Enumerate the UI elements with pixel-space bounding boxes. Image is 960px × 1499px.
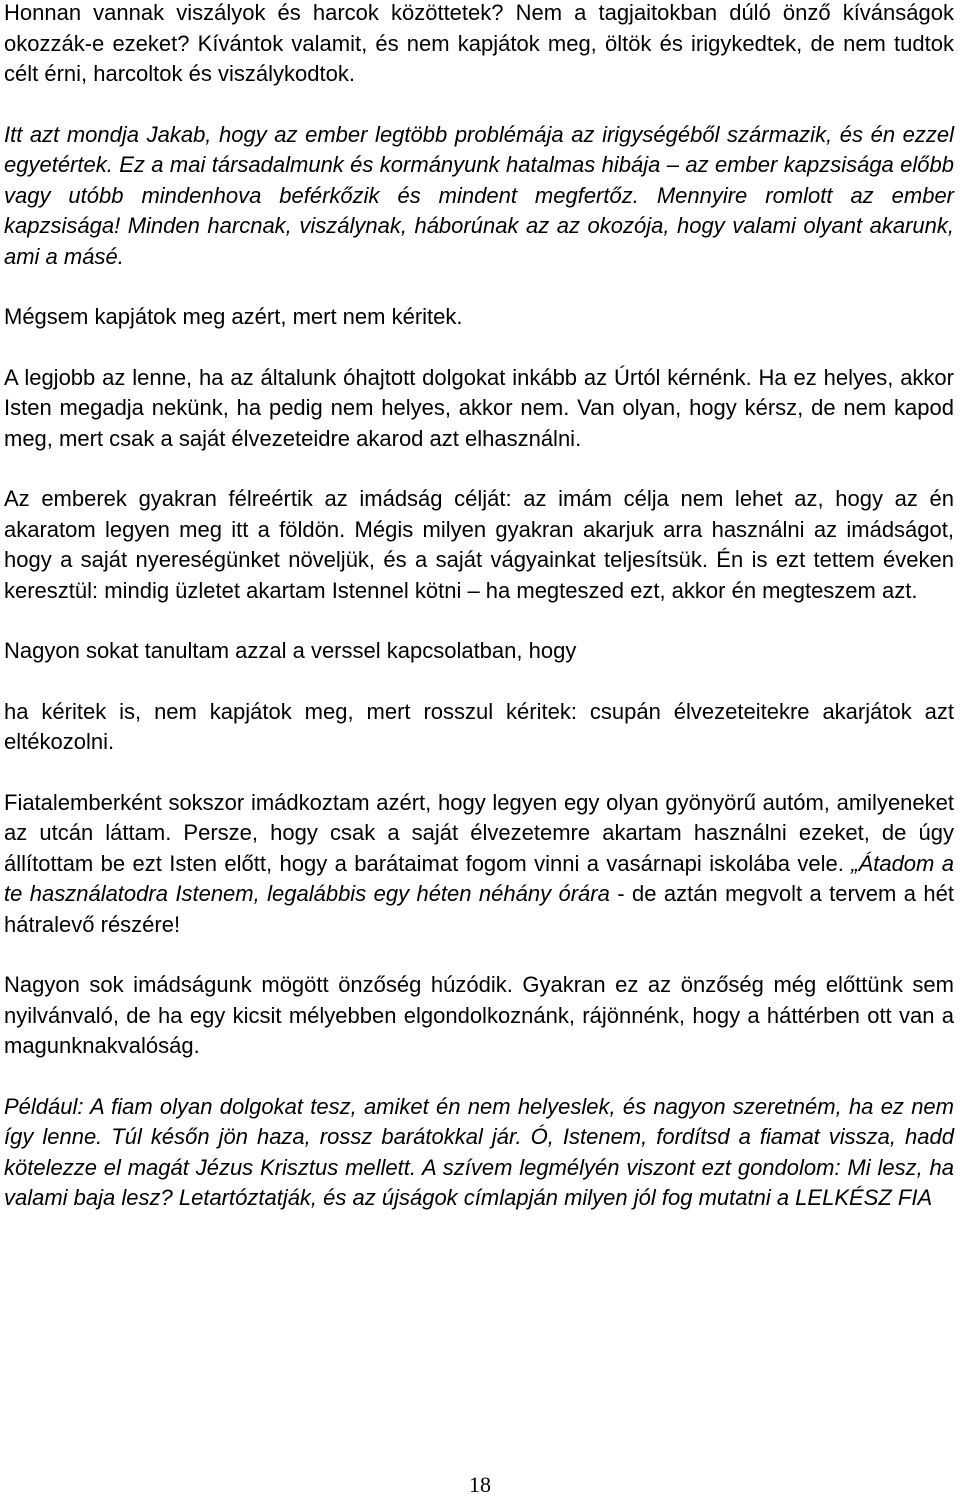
paragraph-1 bbox=[4, 0, 954, 90]
paragraph-8 bbox=[4, 788, 954, 941]
paragraph-text: Nagyon sokat tanultam azzal a verssel kapcsolatban, hogy bbox=[4, 638, 577, 663]
paragraph-text: „Átadom a te használatodra Istenem, legalábbis egy héten néhány órára bbox=[4, 850, 955, 906]
paragraph-text: Például: A fiam olyan dolgokat tesz, amiket én nem helyeslek, és nagyon szeretném, ha ez nem így lenne. Túl későn jön haza, rossz barátokkal jár. bbox=[4, 1093, 954, 1149]
paragraph-9 bbox=[4, 970, 954, 1062]
paragraph-text: Az emberek gyakran félreértik az imádság célját: az imám célja nem lehet az, hogy az én akaratom legyen meg itt a földön. Mégis milyen gyakran akarjuk arra használni az imádságot, hogy a saját nyereségünket növeljük, és a saját vágyainkat teljesítsük. Én is ezt tettem éveken keresztül: mindig üzletet akartam Istennel kötni – ha megteszed ezt, akkor én megteszem azt. bbox=[4, 486, 954, 603]
paragraph-text: A legjobb az lenne, ha az általunk óhajtott dolgokat inkább az Úrtól kérnénk. Ha ez helyes, akkor Isten megadja nekünk, ha pedig nem helyes, akkor nem. Van olyan, hogy kérsz, de nem kapod meg, mert csak a saját élvezeteidre akarod azt elhasználni. bbox=[4, 364, 954, 451]
paragraph-3 bbox=[4, 302, 954, 333]
paragraph-5 bbox=[4, 484, 954, 606]
document-page bbox=[4, 0, 954, 1244]
paragraph-text: Ó, Istenem, fordítsd a fiamat vissza, hadd kötelezze el magát Jézus Krisztus mellett. bbox=[4, 1124, 954, 1180]
paragraph-4 bbox=[4, 363, 954, 455]
paragraph-text: Honnan vannak viszályok és harcok közöttetek? Nem a tagjaitokban dúló önző kívánságok okozzák-e ezeket? Kívántok valamit, és nem kapjátok meg, öltök és irigykedtek, de nem tudtok célt érni, harcoltok és viszálykodtok. bbox=[4, 0, 954, 86]
page-number: 18 bbox=[469, 1472, 491, 1497]
paragraph-2 bbox=[4, 120, 954, 273]
paragraph-10 bbox=[4, 1092, 954, 1214]
paragraph-7 bbox=[4, 697, 954, 758]
paragraph-text: Itt azt mondja Jakab, hogy az ember legtöbb problémája az irigységéből származik, és én ezzel egyetértek. bbox=[4, 121, 954, 177]
paragraph-text: A szívem legmélyén viszont ezt gondolom: Mi lesz, ha valami baja lesz? Letartóztatják, és az újságok címlapján milyen jól fog mutatni a LELKÉSZ FIA bbox=[4, 1154, 955, 1210]
paragraph-text: Fiatalemberként sokszor imádkoztam azért, hogy legyen egy olyan gyönyörű autóm, amilyeneket az utcán láttam. Persze, hogy csak a saját élvezetemre akartam használni ezeket, de úgy állítottam be ezt Isten előtt, hogy a barátaimat fogom vinni a vasárnapi iskolába vele. bbox=[4, 789, 954, 876]
paragraph-6 bbox=[4, 636, 954, 667]
paragraph-text: Nagyon sok imádságunk mögött önzőség húzódik. Gyakran ez az önzőség még előttünk sem nyilvánvaló, de ha egy kicsit mélyebben elgondolkoznánk, rájönnénk, hogy a háttérben ott van a magunknakvalóság. bbox=[4, 972, 954, 1058]
paragraph-text: Ez a mai társadalmunk és kormányunk hatalmas hibája – az ember kapzsisága előbb vagy utóbb mindenhova beférkőzik és mindent megfertőz. bbox=[4, 152, 955, 208]
paragraph-text: ha kéritek is, nem kapjátok meg, mert rosszul kéritek: csupán élvezeteitekre akarjátok azt eltékozolni. bbox=[4, 698, 954, 754]
paragraph-text: Mégsem kapjátok meg azért, mert nem kéritek. bbox=[4, 304, 463, 329]
paragraph-text: Mennyire romlott az ember kapzsisága! Minden harcnak, viszálynak, háborúnak az az okozója, hogy valami olyant akarunk, ami a másé. bbox=[4, 182, 955, 269]
paragraph-text: - de aztán megvolt a tervem a hét hátralevő részére! bbox=[4, 881, 954, 937]
